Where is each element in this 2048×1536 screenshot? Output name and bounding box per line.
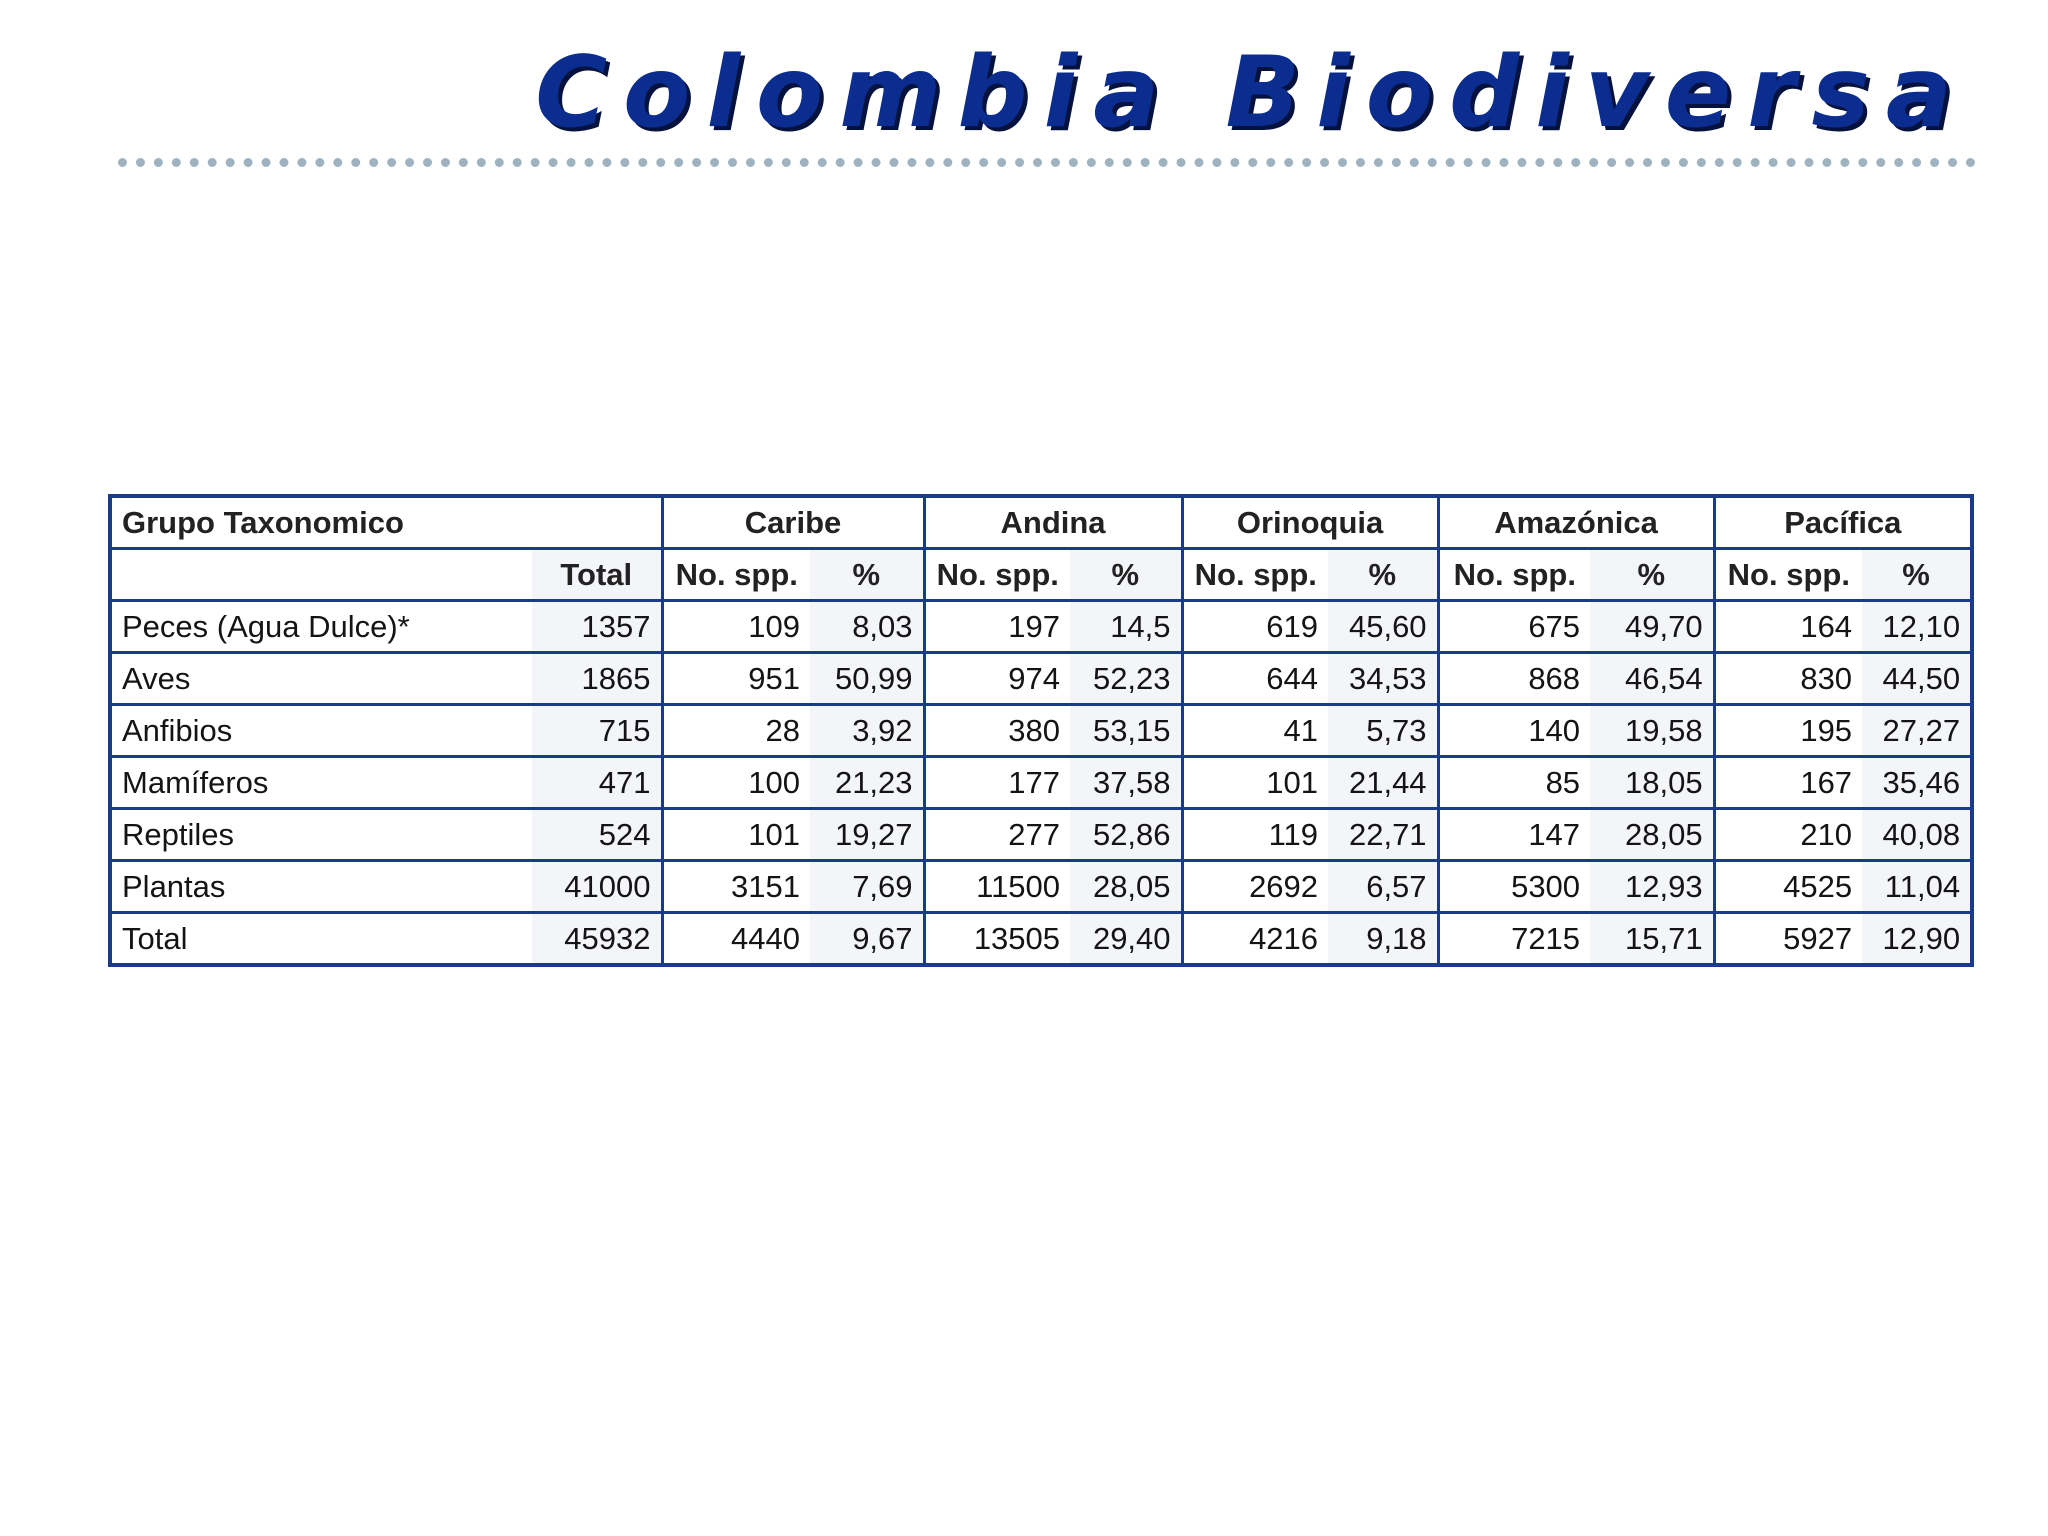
group-name-cell: Anfibios <box>110 705 532 757</box>
group-name-cell: Total <box>110 913 532 966</box>
table-header-regions <box>110 496 1972 549</box>
percent-cell: 12,10 <box>1862 601 1972 653</box>
spp-count-cell: 28 <box>662 705 810 757</box>
spp-count-cell: 41 <box>1182 705 1328 757</box>
spp-count-cell: 85 <box>1438 757 1590 809</box>
spp-count-cell: 109 <box>662 601 810 653</box>
spp-count-cell: 3151 <box>662 861 810 913</box>
percent-cell: 34,53 <box>1328 653 1438 705</box>
table-header-subcolumns <box>110 549 1972 601</box>
spp-count-cell: 5927 <box>1714 913 1862 966</box>
percent-cell: 21,44 <box>1328 757 1438 809</box>
percent-cell: 3,92 <box>810 705 924 757</box>
pct-header: % <box>1590 549 1714 601</box>
biodiversity-table-container <box>108 494 1970 967</box>
pct-header: % <box>1328 549 1438 601</box>
region-header: Caribe <box>662 496 924 549</box>
percent-cell: 45,60 <box>1328 601 1438 653</box>
spp-count-cell: 100 <box>662 757 810 809</box>
percent-cell: 53,15 <box>1070 705 1182 757</box>
percent-cell: 35,46 <box>1862 757 1972 809</box>
total-cell: 45932 <box>532 913 662 966</box>
spp-count-cell: 4525 <box>1714 861 1862 913</box>
region-header: Pacífica <box>1714 496 1972 549</box>
total-cell: 715 <box>532 705 662 757</box>
percent-cell: 21,23 <box>810 757 924 809</box>
region-header: Andina <box>924 496 1182 549</box>
spp-header: No. spp. <box>1182 549 1328 601</box>
percent-cell: 7,69 <box>810 861 924 913</box>
percent-cell: 19,27 <box>810 809 924 861</box>
spp-count-cell: 974 <box>924 653 1070 705</box>
percent-cell: 40,08 <box>1862 809 1972 861</box>
spp-count-cell: 868 <box>1438 653 1590 705</box>
spp-count-cell: 5300 <box>1438 861 1590 913</box>
table-row <box>110 757 1972 809</box>
spp-count-cell: 380 <box>924 705 1070 757</box>
spp-count-cell: 177 <box>924 757 1070 809</box>
percent-cell: 28,05 <box>1590 809 1714 861</box>
spp-count-cell: 210 <box>1714 809 1862 861</box>
percent-cell: 12,90 <box>1862 913 1972 966</box>
spp-count-cell: 101 <box>662 809 810 861</box>
percent-cell: 29,40 <box>1070 913 1182 966</box>
region-header: Orinoquia <box>1182 496 1438 549</box>
biodiversity-table <box>108 494 1974 967</box>
spp-header: No. spp. <box>1714 549 1862 601</box>
spp-count-cell: 147 <box>1438 809 1590 861</box>
percent-cell: 8,03 <box>810 601 924 653</box>
percent-cell: 49,70 <box>1590 601 1714 653</box>
total-cell: 1865 <box>532 653 662 705</box>
pct-header: % <box>1070 549 1182 601</box>
spp-count-cell: 140 <box>1438 705 1590 757</box>
table-row <box>110 913 1972 966</box>
table-row <box>110 861 1972 913</box>
group-header: Grupo Taxonomico <box>110 496 662 549</box>
percent-cell: 22,71 <box>1328 809 1438 861</box>
spp-count-cell: 277 <box>924 809 1070 861</box>
table-row <box>110 601 1972 653</box>
group-name-cell: Plantas <box>110 861 532 913</box>
total-cell: 524 <box>532 809 662 861</box>
percent-cell: 27,27 <box>1862 705 1972 757</box>
percent-cell: 44,50 <box>1862 653 1972 705</box>
total-cell: 471 <box>532 757 662 809</box>
percent-cell: 46,54 <box>1590 653 1714 705</box>
spp-count-cell: 619 <box>1182 601 1328 653</box>
spp-count-cell: 7215 <box>1438 913 1590 966</box>
spp-count-cell: 4216 <box>1182 913 1328 966</box>
group-name-cell: Peces (Agua Dulce)* <box>110 601 532 653</box>
spp-count-cell: 197 <box>924 601 1070 653</box>
total-header: Total <box>532 549 662 601</box>
spp-count-cell: 644 <box>1182 653 1328 705</box>
group-name-cell: Mamíferos <box>110 757 532 809</box>
spp-count-cell: 164 <box>1714 601 1862 653</box>
total-cell: 41000 <box>532 861 662 913</box>
table-row <box>110 809 1972 861</box>
group-name-cell: Reptiles <box>110 809 532 861</box>
percent-cell: 50,99 <box>810 653 924 705</box>
spp-count-cell: 830 <box>1714 653 1862 705</box>
percent-cell: 9,67 <box>810 913 924 966</box>
blank-header-cell <box>110 549 532 601</box>
spp-count-cell: 195 <box>1714 705 1862 757</box>
region-header: Amazónica <box>1438 496 1714 549</box>
pct-header: % <box>810 549 924 601</box>
percent-cell: 15,71 <box>1590 913 1714 966</box>
spp-count-cell: 13505 <box>924 913 1070 966</box>
title-divider <box>118 158 1976 167</box>
spp-count-cell: 4440 <box>662 913 810 966</box>
spp-count-cell: 951 <box>662 653 810 705</box>
percent-cell: 52,86 <box>1070 809 1182 861</box>
percent-cell: 37,58 <box>1070 757 1182 809</box>
slide-title: Colombia Biodiversa <box>535 36 1968 150</box>
table-row <box>110 653 1972 705</box>
percent-cell: 5,73 <box>1328 705 1438 757</box>
percent-cell: 9,18 <box>1328 913 1438 966</box>
table-row <box>110 705 1972 757</box>
percent-cell: 19,58 <box>1590 705 1714 757</box>
spp-header: No. spp. <box>924 549 1070 601</box>
percent-cell: 18,05 <box>1590 757 1714 809</box>
spp-header: No. spp. <box>662 549 810 601</box>
spp-count-cell: 11500 <box>924 861 1070 913</box>
spp-count-cell: 119 <box>1182 809 1328 861</box>
percent-cell: 52,23 <box>1070 653 1182 705</box>
pct-header: % <box>1862 549 1972 601</box>
spp-count-cell: 2692 <box>1182 861 1328 913</box>
percent-cell: 6,57 <box>1328 861 1438 913</box>
spp-count-cell: 675 <box>1438 601 1590 653</box>
group-name-cell: Aves <box>110 653 532 705</box>
percent-cell: 14,5 <box>1070 601 1182 653</box>
percent-cell: 11,04 <box>1862 861 1972 913</box>
percent-cell: 28,05 <box>1070 861 1182 913</box>
spp-count-cell: 101 <box>1182 757 1328 809</box>
total-cell: 1357 <box>532 601 662 653</box>
spp-count-cell: 167 <box>1714 757 1862 809</box>
spp-header: No. spp. <box>1438 549 1590 601</box>
percent-cell: 12,93 <box>1590 861 1714 913</box>
